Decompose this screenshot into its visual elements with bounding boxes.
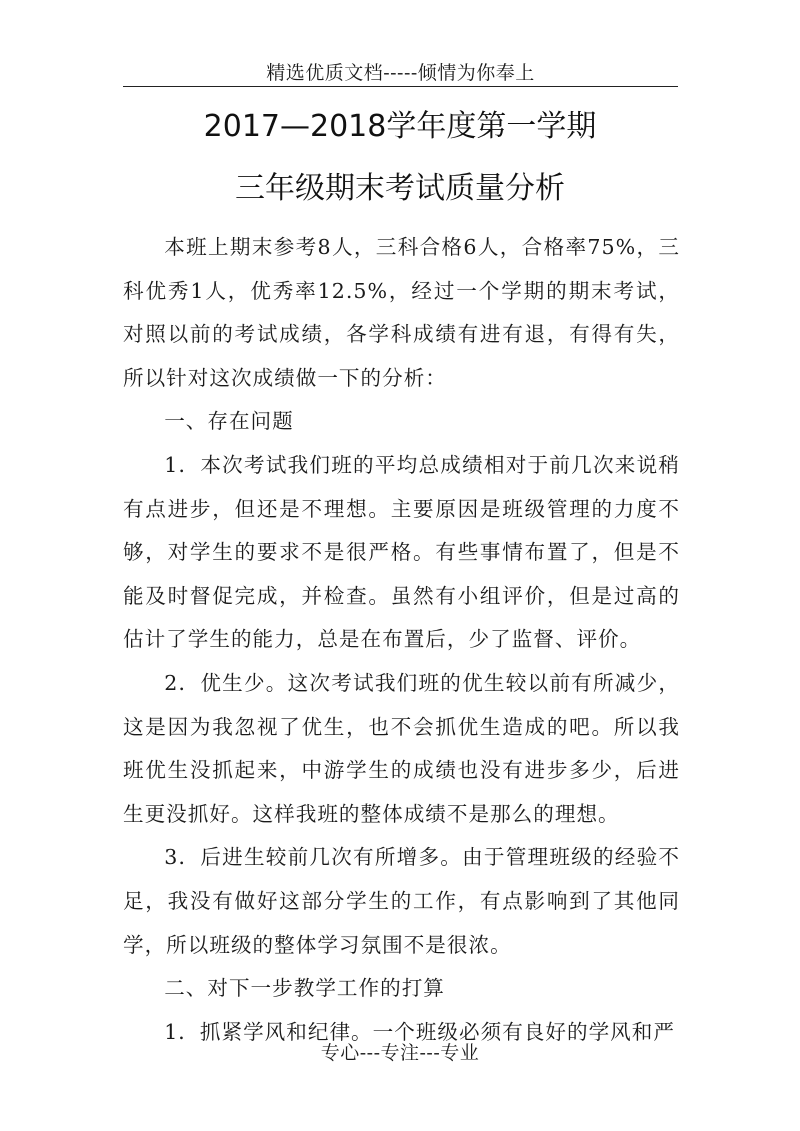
paragraph-problem-2: 2．优生少。这次考试我们班的优生较以前有所减少，这是因为我忽视了优生，也不会抓优生造成的吧。所以我班优生没抓起来，中游学生的成绩也没有进步多少，后进生更没抓好。这样我班的整体成绩不是那么的理想。 xyxy=(123,670,680,826)
paragraph-intro: 本班上期末参考8人，三科合格6人，合格率75%，三科优秀1人，优秀率12.5%，经过一个学期的期末考试，对照以前的考试成绩，各学科成绩有进有退，有得有失，所以针对这次成绩做一下的分析： xyxy=(123,235,680,390)
paragraph-plan-1: 1．抓紧学风和纪律。一个班级必须有良好的学风和严 xyxy=(164,1019,675,1044)
document-title-line-1: 2017—2018学年度第一学期 xyxy=(203,109,597,144)
paragraph-problem-3: 3．后进生较前几次有所增多。由于管理班级的经验不足，我没有做好这部分学生的工作，有点影响到了其他同学，所以班级的整体学习氛围不是很浓。 xyxy=(123,845,680,957)
page-header: 精选优质文档-----倾情为你奉上 xyxy=(266,62,535,84)
page-footer: 专心---专注---专业 xyxy=(320,1042,480,1064)
section-heading-plans: 二、对下一步教学工作的打算 xyxy=(164,976,445,1001)
document-body xyxy=(123,226,680,1054)
document-title-line-2: 三年级期末考试质量分析 xyxy=(235,171,565,206)
section-heading-problems: 一、存在问题 xyxy=(164,409,294,434)
header-divider xyxy=(123,86,678,87)
paragraph-problem-1: 1．本次考试我们班的平均总成绩相对于前几次来说稍有点进步，但还是不理想。主要原因是班级管理的力度不够，对学生的要求不是很严格。有些事情布置了，但是不能及时督促完成，并检查。虽然有小组评价，但是过高的估计了学生的能力，总是在布置后，少了监督、评价。 xyxy=(123,452,680,652)
